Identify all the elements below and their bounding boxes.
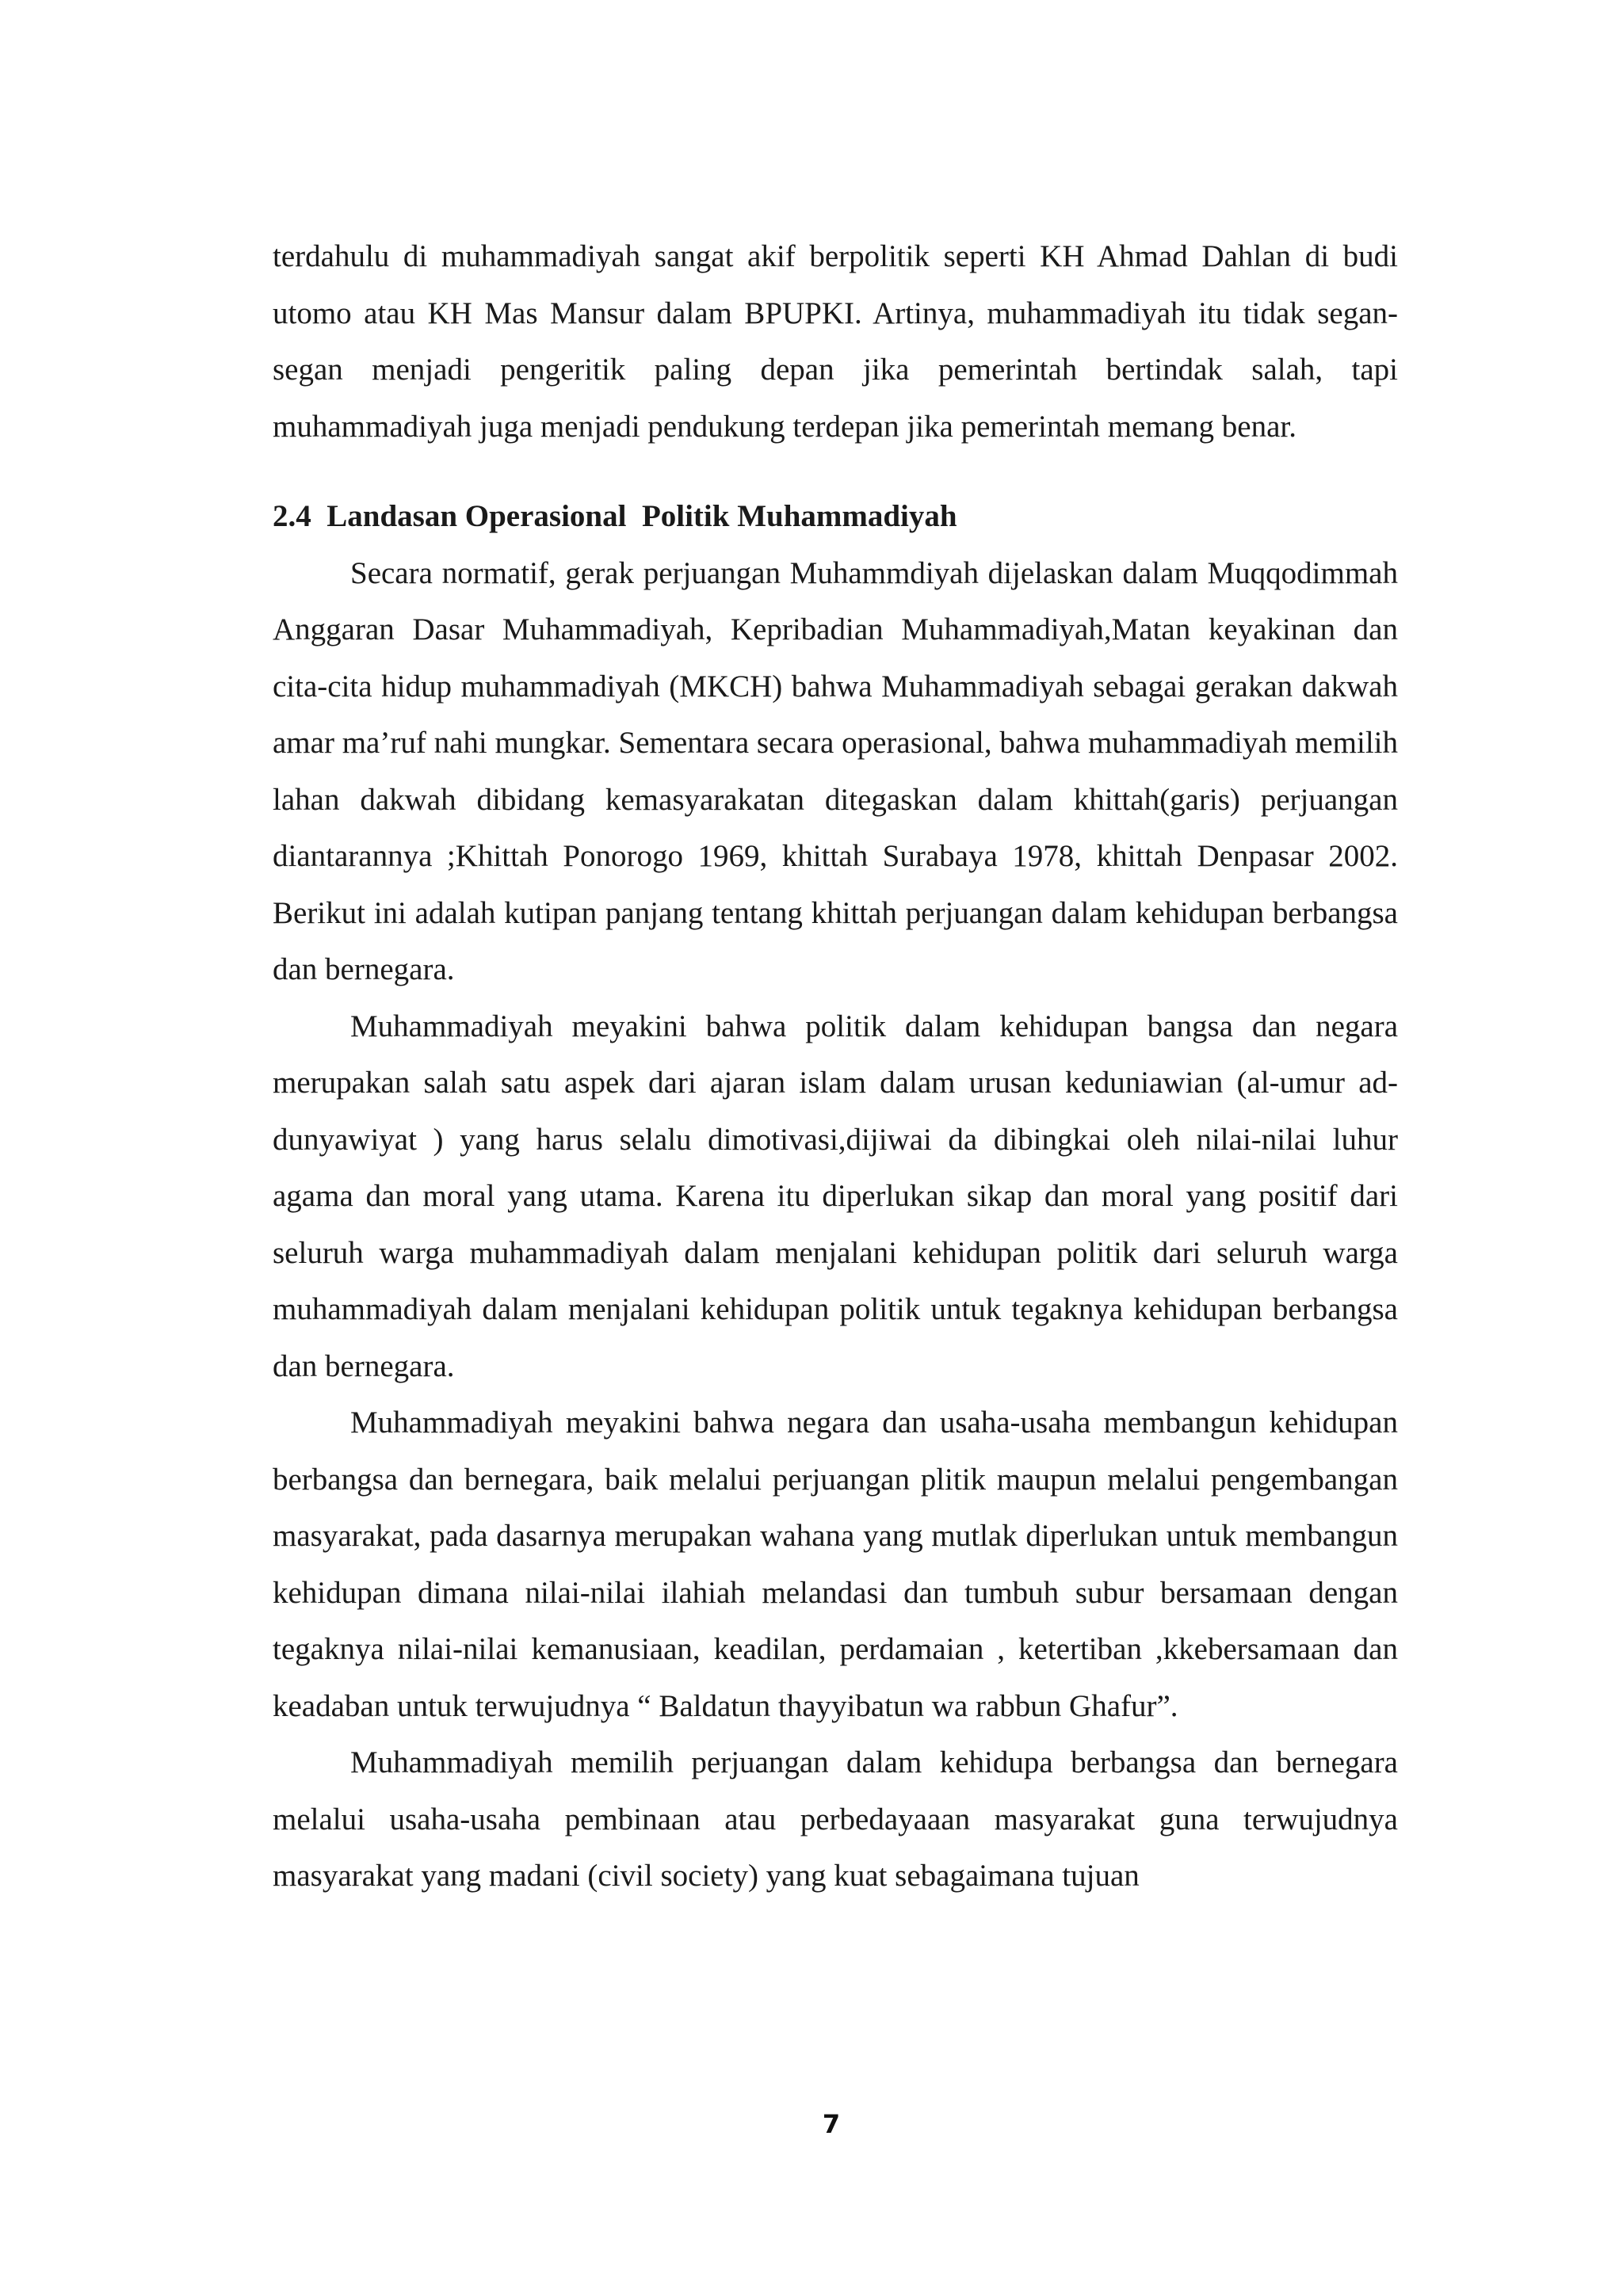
paragraph-politics-belief: Muhammadiyah meyakini bahwa politik dalam kehidupan bangsa dan negara merupakan salah satu aspek dari ajaran islam dalam urusan keduniawian (al-umur ad-dunyawiyat ) yang harus selalu dimotivasi,dijiwai da dibingkai oleh nilai-nilai luhur agama dan moral yang utama. Karena itu diperlukan sikap dan moral yang positif dari seluruh warga muhammadiyah dalam menjalani kehidupan politik dari seluruh warga muhammadiyah dalam menjalani kehidupan politik untuk tegaknya kehidupan berbangsa dan bernegara. (273, 1009, 1398, 1383)
paragraph-continuation: terdahulu di muhammadiyah sangat akif berpolitik seperti KH Ahmad Dahlan di budi utomo atau KH Mas Mansur dalam BPUPKI. Artinya, muhammadiyah itu tidak segan-segan menjadi pengeritik paling depan jika pemerintah bertindak salah, tapi muhammadiyah juga menjadi pendukung terdepan jika pemerintah memang benar. (273, 239, 1398, 444)
paragraph-struggle-choice: Muhammadiyah memilih perjuangan dalam kehidupa berbangsa dan bernegara melalui usaha-usaha pembinaan atau perbedayaaan masyarakat guna terwujudnya masyarakat yang madani (civil society) yang kuat sebagaimana tujuan (273, 1745, 1398, 1893)
section-heading: 2.4 Landasan Operasional Politik Muhammadiyah (273, 499, 957, 533)
paragraph-state-belief: Muhammadiyah meyakini bahwa negara dan usaha-usaha membangun kehidupan berbangsa dan bernegara, baik melalui perjuangan plitik maupun melalui pengembangan masyarakat, pada dasarnya merupakan wahana yang mutlak diperlukan untuk membangun kehidupan dimana nilai-nilai ilahiah melandasi dan tumbuh subur bersamaan dengan tegaknya nilai-nilai kemanusiaan, keadilan, perdamaian , ketertiban ,kkebersamaan dan keadaban untuk terwujudnya “ Baldatun thayyibatun wa rabbun Ghafur”. (273, 1405, 1398, 1723)
paragraph-normative: Secara normatif, gerak perjuangan Muhammdiyah dijelaskan dalam Muqqodimmah Anggaran Dasar Muhammadiyah, Kepribadian Muhammadiyah,Matan keyakinan dan cita-cita hidup muhammadiyah (MKCH) bahwa Muhammadiyah sebagai gerakan dakwah amar ma’ruf nahi mungkar. Sementara secara operasional, bahwa muhammadiyah memilih lahan dakwah dibidang kemasyarakatan ditegaskan dalam khittah(garis) perjuangan diantarannya ;Khittah Ponorogo 1969, khittah Surabaya 1978, khittah Denpasar 2002. Berikut ini adalah kutipan panjang tentang khittah perjuangan dalam kehidupan berbangsa dan bernegara. (273, 555, 1398, 986)
page-body (273, 228, 1398, 1905)
page-number: 7 (822, 2109, 841, 2139)
